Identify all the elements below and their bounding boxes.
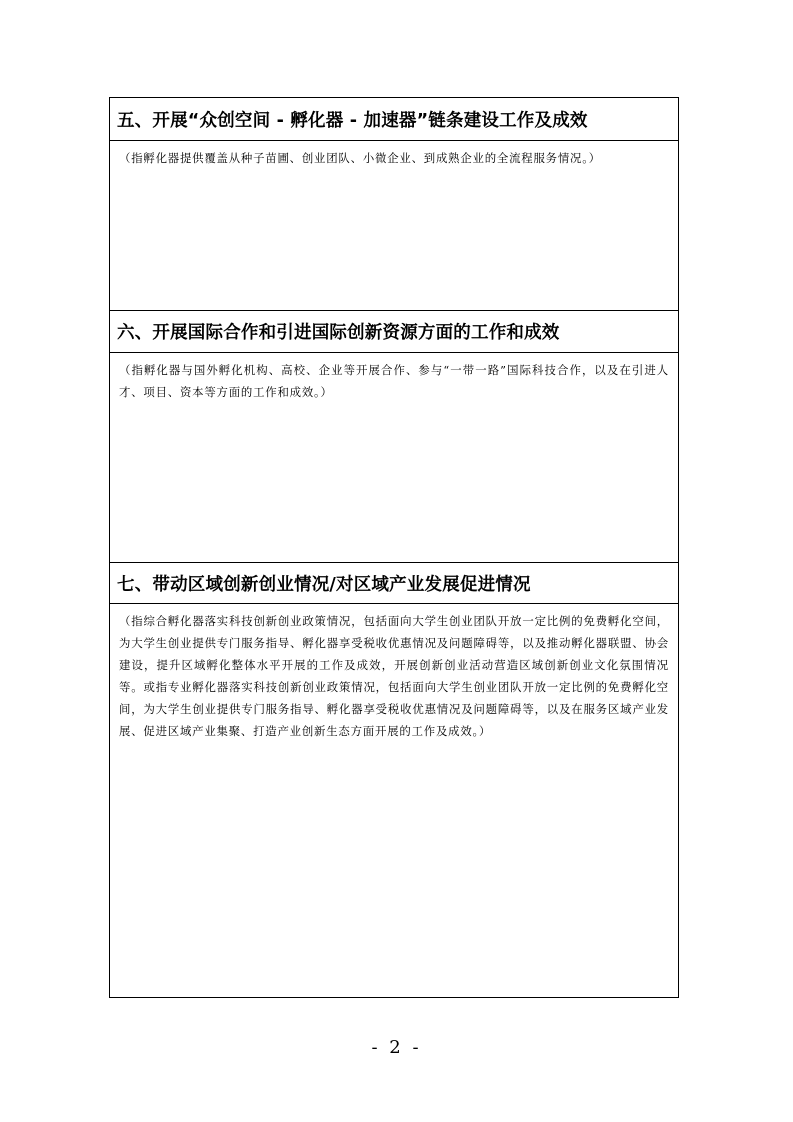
section-5-body[interactable]: [110, 141, 678, 311]
section-6-heading-row: [110, 311, 678, 353]
section-5-heading: 五、开展“众创空间 - 孵化器 - 加速器”链条建设工作及成效: [117, 110, 588, 131]
section-7-heading-row: [110, 563, 678, 604]
section-6-body[interactable]: [110, 353, 678, 563]
section-5-note: （指孵化器提供覆盖从种子苗圃、创业团队、小微企业、到成熟企业的全流程服务情况。）: [119, 151, 601, 165]
page-number: - 2 -: [371, 1037, 422, 1058]
section-7-body[interactable]: [110, 604, 678, 997]
section-6-heading: 六、开展国际合作和引进国际创新资源方面的工作和成效: [117, 323, 560, 343]
form-table: [109, 97, 679, 998]
section-5-heading-row: [110, 98, 678, 141]
section-7-heading: 七、带动区域创新创业情况/对区域产业发展促进情况: [117, 574, 531, 595]
section-7-note: （指综合孵化器落实科技创新创业政策情况，包括面向大学生创业团队开放一定比例的免费孵化空间，为大学生创业提供专门服务指导、孵化器享受税收优惠情况及问题障碍等，以及推动孵化器联盟、协会建设，提升区域孵化整体水平开展的工作及成效，开展创新创业活动营造区域创新创业文化氛围情况等。或指专业孵化器落实科技创新创业政策情况，包括面向大学生创业团队开放一定比例的免费孵化空间，为大学生创业提供专门服务指导、孵化器享受税收优惠情况及问题障碍等，以及在服务区域产业发展、促进区域产业集聚、打造产业创新生态方面开展的工作及成效。）: [119, 614, 669, 738]
section-6-note: （指孵化器与国外孵化机构、高校、企业等开展合作、参与“一带一路”国际科技合作，以及在引进人才、项目、资本等方面的工作和成效。）: [119, 363, 669, 399]
